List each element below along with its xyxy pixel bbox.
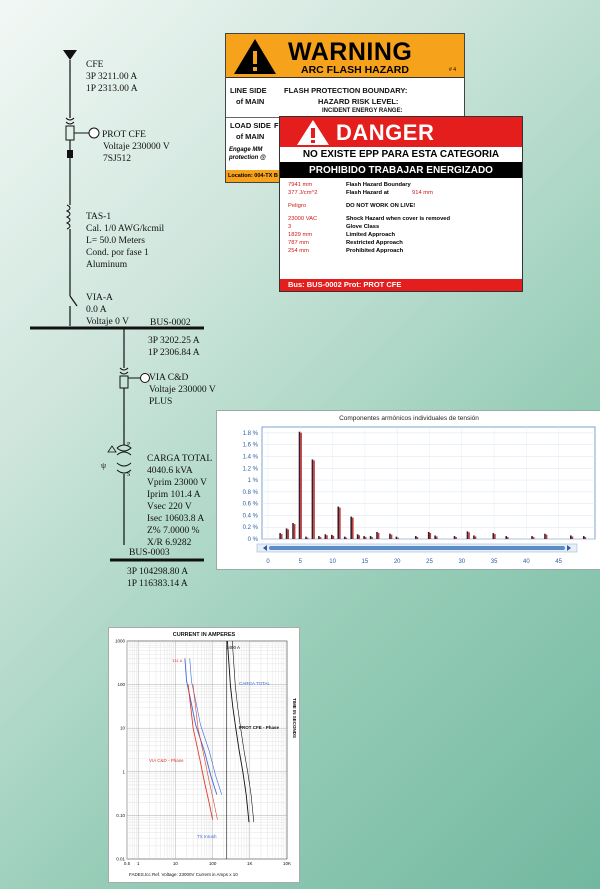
danger-row: 1829 mm Limited Approach: [288, 232, 396, 238]
xfmr-vsec: Vsec 220 V: [147, 502, 192, 512]
warning-subtitle: ARC FLASH HAZARD: [301, 64, 409, 76]
danger-row: Peligro DO NOT WORK ON LIVE!: [288, 203, 416, 209]
harmonic-bar-shade: [378, 533, 380, 539]
harmonic-bar: [454, 536, 456, 539]
harmonic-bar: [337, 507, 339, 539]
source-3p: 3P 3211.00 A: [86, 72, 138, 82]
xfmr-p-label: P: [127, 442, 131, 448]
danger-rows: [280, 178, 522, 278]
y-tick-label: 1: [122, 769, 125, 775]
harmonic-bar: [305, 537, 307, 539]
harmonic-bar: [357, 534, 359, 539]
harmonic-bar: [292, 523, 294, 539]
relay-model: 7SJ512: [103, 154, 131, 164]
tcc-ann-inrush: TX Inrush: [197, 834, 217, 839]
harmonic-bar-shade: [320, 537, 322, 539]
transformer-icon[interactable]: [101, 445, 131, 545]
fuse-model: PLUS: [149, 397, 173, 407]
bus2-1p: 1P 116383.14 A: [127, 579, 188, 589]
y-tick-label: 1000: [114, 638, 125, 644]
switch-voltage: Voltaje 0 V: [86, 317, 129, 327]
harmonic-bar-shade: [300, 433, 302, 539]
tcc-ylabel: TIME IN SECONDS: [292, 698, 297, 739]
harmonic-bar-shade: [546, 535, 548, 539]
danger-label: [279, 116, 523, 292]
y-tick-label: 0 %: [247, 537, 258, 543]
horizontal-scrollbar[interactable]: [257, 544, 577, 552]
breaker-icon[interactable]: [66, 118, 74, 158]
tcc-ann-prot: PROT CFE - Phase: [239, 725, 280, 730]
harmonic-bar: [318, 536, 320, 539]
y-tick-label: 1.6 %: [242, 442, 258, 449]
xfmr-s-label: S: [127, 472, 131, 478]
harmonic-bar-shade: [468, 532, 470, 539]
bus2-3p: 3P 104298.80 A: [127, 567, 189, 577]
bus1-1p: 1P 2306.84 A: [148, 348, 200, 358]
harmonic-bar: [583, 536, 585, 539]
fuse-name: VIA C&D: [149, 373, 189, 383]
warning-header: [226, 34, 464, 78]
x-tick-label: 10: [172, 861, 178, 866]
utility-source-icon: [63, 50, 77, 60]
cable-length: L= 50.0 Meters: [86, 236, 145, 246]
harmonic-bar: [363, 536, 365, 539]
relay-icon[interactable]: [89, 128, 99, 138]
harmonic-bar-shade: [339, 508, 341, 539]
danger-banner-prohibited: PROHIBIDO TRABAJAR ENERGIZADO: [280, 163, 522, 178]
harmonic-bar: [428, 532, 430, 539]
x-tick-label: 25: [426, 559, 433, 565]
warning-location: Location: 004-TX B: [226, 170, 288, 182]
tcc-title: CURRENT IN AMPERES: [172, 632, 236, 638]
bus2-name: BUS-0003: [129, 548, 170, 558]
x-tick-label: 10K: [282, 861, 292, 866]
incident-energy-label: INCIDENT ENERGY RANGE:: [322, 108, 403, 114]
fuse-breaker-icon[interactable]: [120, 368, 128, 445]
harmonic-bar: [331, 535, 333, 539]
xfmr-z: Z% 7.0000 %: [147, 526, 200, 536]
x-tick-label: 10: [329, 559, 336, 565]
harmonic-bar: [344, 537, 346, 539]
y-tick-label: 0.6 %: [242, 501, 258, 508]
tcc-ann-131: 131 A: [172, 658, 183, 663]
engage-note: Engage MM protection @: [229, 147, 266, 161]
y-tick-label: 0.8 %: [242, 489, 258, 496]
flash-distance: 914 mm: [412, 190, 433, 196]
xfmr-kva: 4040.6 kVA: [147, 466, 193, 476]
harmonic-bar: [279, 533, 281, 539]
danger-row: 7941 mm Flash Hazard Boundary: [288, 182, 411, 188]
y-tick-label: 0.01: [116, 856, 125, 862]
x-tick-label: 30: [458, 559, 466, 565]
danger-footer: Bus: BUS-0002 Prot: PROT CFE: [280, 279, 522, 291]
harmonic-bar: [570, 535, 572, 539]
xfmr-xr: X/R 6.9282: [147, 538, 192, 548]
cable-material: Aluminum: [86, 260, 128, 270]
harmonic-bar-shade: [358, 535, 360, 539]
y-tick-label: 1.2 %: [242, 466, 258, 473]
harmonic-bar-shade: [333, 536, 335, 539]
harmonic-bar-shade: [430, 533, 432, 539]
harmonic-bar-shade: [391, 535, 393, 539]
harmonic-bar: [370, 536, 372, 539]
harmonic-bar: [299, 432, 301, 539]
harmonic-bar-shade: [533, 537, 535, 539]
harmonic-bar-shade: [585, 537, 587, 539]
source-1p: 1P 2313.00 A: [86, 84, 138, 94]
harmonic-bar: [505, 536, 507, 539]
harmonic-bar: [286, 528, 288, 539]
harmonic-bar-shade: [455, 537, 457, 539]
danger-row: 377 J/cm^2 Flash Hazard at 914 mm: [288, 190, 433, 196]
harmonics-chart: [217, 411, 600, 569]
load-side-value: F: [274, 121, 279, 130]
tcc-ann-2400: 2400 A: [226, 645, 241, 650]
x-tick-label: 0: [266, 559, 270, 565]
harmonic-bar-shade: [352, 518, 354, 539]
harmonic-bar-shade: [294, 524, 296, 539]
danger-row: 23000 VAC Shock Hazard when cover is removed: [288, 216, 451, 222]
bus1-name: BUS-0002: [150, 318, 191, 328]
switch-name: VIA-A: [86, 293, 113, 303]
tcc-chart-panel: [108, 627, 300, 883]
tcc-chart: [109, 628, 299, 882]
harmonic-bar-shade: [417, 537, 419, 539]
harmonics-title: Componentes armónicos individuales de tensión: [339, 415, 479, 422]
switch-icon[interactable]: [70, 290, 77, 326]
harmonic-bar-shade: [572, 536, 574, 539]
y-tick-label: 1.8 %: [242, 430, 258, 437]
harmonic-bar-shade: [326, 535, 328, 539]
danger-triangle-icon: [296, 118, 330, 146]
harmonic-bar: [350, 517, 352, 539]
svg-text:ψ: ψ: [101, 461, 107, 470]
danger-row: 254 mm Prohibited Approach: [288, 248, 404, 254]
danger-row: 3 Glove Class: [288, 224, 380, 230]
tcc-ann-via: VIA C&D - Phase: [149, 758, 184, 763]
flash-boundary-label: FLASH PROTECTION BOUNDARY:: [284, 86, 408, 95]
y-tick-label: 0.4 %: [242, 513, 258, 520]
harmonic-bar: [325, 534, 327, 539]
y-tick-label: 1.4 %: [242, 454, 258, 461]
harmonic-bar-shade: [436, 536, 438, 539]
harmonic-bar-shade: [475, 536, 477, 539]
xfmr-name: CARGA TOTAL: [147, 454, 213, 464]
danger-header: [280, 117, 522, 147]
x-tick-label: 1K: [247, 861, 253, 866]
harmonic-bar: [493, 533, 495, 539]
x-tick-label: 100: [208, 861, 217, 866]
harmonic-bar: [544, 534, 546, 539]
fuse-voltage: Voltaje 230000 V: [149, 385, 216, 395]
harmonic-bar: [312, 459, 314, 539]
tcc-footer: FADES.tcc Ref. Voltage: 23000V Current in Amps x 10: [129, 872, 238, 877]
warning-code: # 4: [449, 67, 456, 73]
load-side-label-2: of MAIN: [236, 132, 265, 141]
harmonic-bar-shade: [397, 538, 399, 539]
danger-row: 787 mm Restricted Approach: [288, 240, 403, 246]
load-side-label: LOAD SIDE: [230, 121, 271, 130]
harmonic-bar-shade: [307, 538, 309, 539]
harmonic-bar-shade: [313, 460, 315, 539]
xfmr-isec: Isec 10603.8 A: [147, 514, 205, 524]
x-tick-label: 15: [361, 559, 369, 565]
danger-title: DANGER: [336, 120, 435, 145]
harmonic-bar: [389, 534, 391, 539]
x-tick-label: 35: [490, 559, 498, 565]
source-name: CFE: [86, 60, 104, 70]
harmonic-bar-shade: [507, 537, 509, 539]
cable-conductors: Cond. por fase 1: [86, 248, 149, 258]
switch-current: 0.0 A: [86, 305, 107, 315]
x-tick-label: 5: [298, 559, 302, 565]
relay-voltage: Voltaje 230000 V: [103, 142, 170, 152]
x-tick-label: 1: [136, 861, 140, 866]
harmonic-bar: [473, 535, 475, 539]
y-tick-label: 0.2 %: [242, 525, 258, 532]
tcc-ann-carga: CARGA TOTAL: [239, 681, 271, 686]
x-tick-label: 40: [523, 559, 530, 565]
danger-banner-ppe: NO EXISTE EPP PARA ESTA CATEGORIA: [280, 147, 522, 163]
harmonic-bar-shade: [281, 534, 283, 539]
cable-name: TAS-1: [86, 212, 112, 222]
y-tick-label: 0.10: [116, 812, 125, 818]
y-tick-label: 1 %: [247, 478, 258, 485]
x-tick-label: 45: [555, 559, 563, 565]
harmonic-bar: [376, 532, 378, 539]
bus1-3p: 3P 3202.25 A: [148, 336, 200, 346]
warning-triangle-icon: [232, 36, 278, 76]
harmonic-bar-shade: [494, 534, 496, 539]
harmonic-bar: [396, 537, 398, 539]
harmonic-bar-shade: [346, 538, 348, 539]
harmonic-bar: [467, 531, 469, 539]
harmonic-bar: [415, 536, 417, 539]
line-side-label-2: of MAIN: [236, 97, 265, 106]
y-tick-label: 100: [117, 682, 125, 688]
xfmr-vprim: Vprim 23000 V: [147, 478, 207, 488]
harmonic-bar-shade: [287, 529, 289, 539]
harmonic-bar-shade: [371, 537, 373, 539]
x-tick-label: 20: [393, 559, 401, 565]
hazard-risk-label: HAZARD RISK LEVEL:: [318, 97, 399, 106]
xfmr-iprim: Iprim 101.4 A: [147, 490, 201, 500]
harmonic-bar: [434, 535, 436, 539]
harmonic-bar-shade: [365, 537, 367, 539]
cable-size: Cal. 1/0 AWG/kcmil: [86, 224, 165, 234]
harmonics-chart-panel: [216, 410, 600, 570]
harmonic-bar: [531, 536, 533, 539]
line-side-label: LINE SIDE: [230, 86, 267, 95]
cable-icon: [67, 205, 70, 229]
warning-title: WARNING: [288, 38, 413, 66]
x-tick-label: 0.5: [123, 861, 131, 866]
y-tick-label: 10: [119, 725, 125, 731]
relay-name: PROT CFE: [102, 130, 146, 140]
